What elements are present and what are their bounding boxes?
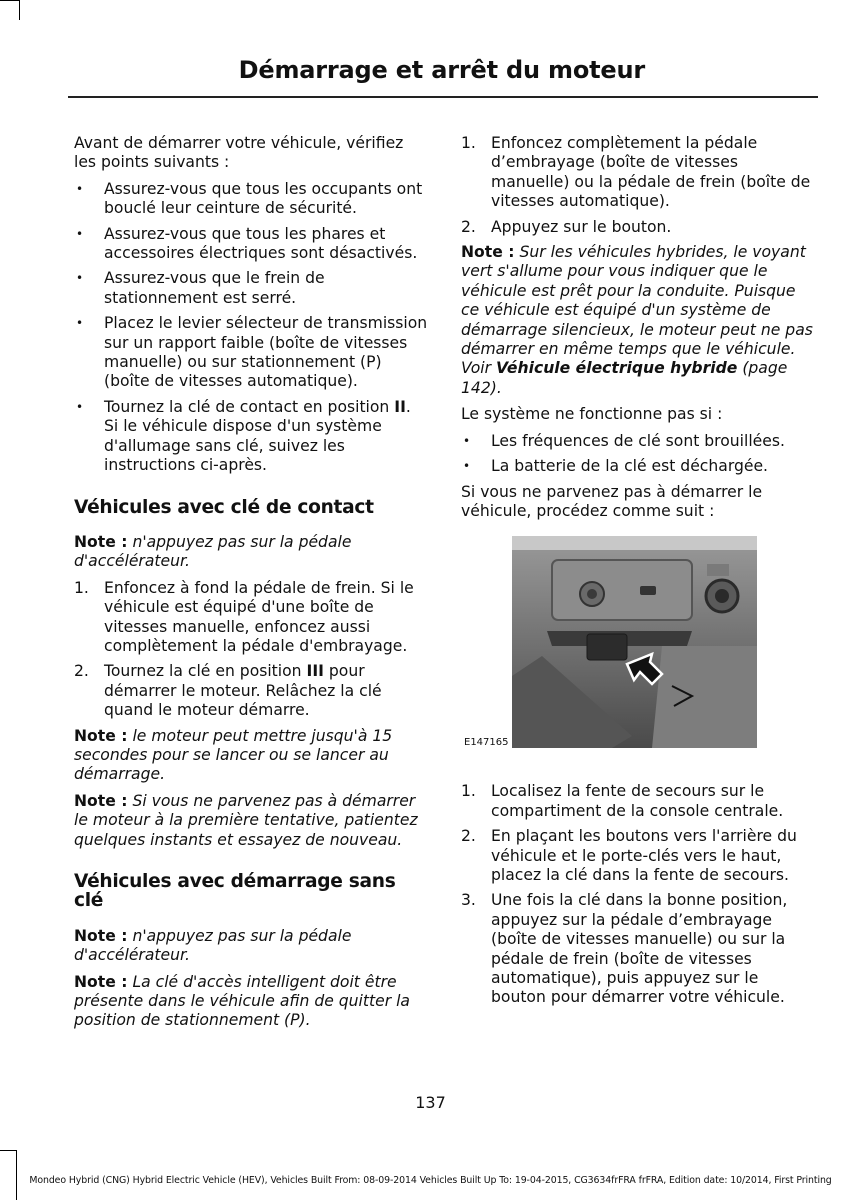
step-item: 1. Localisez la fente de secours sur le compartiment de la console centrale. <box>461 782 784 820</box>
paragraph: Le système ne fonctionne pas si : <box>461 405 723 424</box>
note: Note : le moteur peut mettre jusqu'à 15 secondes pour se lancer ou se lancer au démarrage. <box>74 726 393 784</box>
note: Note : n'appuyez pas sur la pédale d'accélérateur. <box>74 926 352 965</box>
console-illustration <box>512 536 757 748</box>
note: Note : Sur les véhicules hybrides, le voyant vert s'allume pour vous indiquer que le véhicule est prêt pour la conduite. Puisque ce véhicule est équipé d'un système de démarrage silencieux, le moteur peut ne pas démarrer en même temps que le véhicule. Voir Véhicule électrique hybride (page 142). <box>461 243 813 397</box>
crop-mark <box>0 1150 16 1151</box>
step-item: 1. Enfoncez complètement la pédale d’embrayage (boîte de vitesses manuelle) ou la pédale de frein (boîte de vitesses automatique). <box>461 134 811 211</box>
header-rule <box>68 96 818 98</box>
left-column <box>74 134 428 1038</box>
cross-reference-link[interactable]: Véhicule électrique hybride <box>496 359 738 378</box>
list-item: • Assurez-vous que le frein de stationnement est serré. <box>76 269 325 307</box>
step-item: 1. Enfoncez à fond la pédale de frein. Si le véhicule est équipé d'une boîte de vitesses manuelle, enfoncez aussi complètement la pédale d'embrayage. <box>74 578 414 655</box>
page-number: 137 <box>415 1093 446 1112</box>
list-item: • Les fréquences de clé sont brouillées. <box>463 431 785 450</box>
intro-paragraph: Avant de démarrer votre véhicule, vérifiez les points suivants : <box>74 134 404 172</box>
figure-label: E147165 <box>464 736 509 748</box>
list-item: • Placez le levier sélecteur de transmission sur un rapport faible (boîte de vitesses manuelle) ou sur stationnement (P) (boîte de vitesses automatique). <box>76 314 428 391</box>
figure <box>461 536 817 752</box>
step-item: 2. Tournez la clé en position III pour démarrer le moteur. Relâchez la clé quand le moteur démarre. <box>74 662 382 720</box>
bullet-icon: • <box>76 316 84 331</box>
step-item: 2. Appuyez sur le bouton. <box>461 217 672 236</box>
console-photo <box>512 536 757 748</box>
note: Note : Si vous ne parvenez pas à démarrer le moteur à la première tentative, patientez quelques instants et essayez de nouveau. <box>74 791 418 849</box>
page-title: Démarrage et arrêt du moteur <box>238 56 645 84</box>
bullet-icon: • <box>76 226 84 241</box>
bullet-icon: • <box>76 181 84 196</box>
list-item: • Assurez-vous que tous les phares et accessoires électriques sont désactivés. <box>76 224 418 263</box>
step-item: 2. En plaçant les boutons vers l'arrière du véhicule et le porte-clés vers le haut, placez la clé dans la fente de secours. <box>461 827 797 884</box>
bullet-icon: • <box>76 271 84 286</box>
section-heading: Véhicules avec clé de contact <box>74 496 374 518</box>
crop-mark <box>19 0 20 20</box>
crop-mark <box>0 0 20 1</box>
paragraph: Si vous ne parvenez pas à démarrer le véhicule, procédez comme suit : <box>461 482 763 520</box>
right-column <box>461 134 817 1014</box>
note: Note : La clé d'accès intelligent doit être présente dans le véhicule afin de quitter la position de stationnement (P). <box>74 972 410 1030</box>
list-item: • Tournez la clé de contact en position II. Si le véhicule dispose d'un système d'allumage sans clé, suivez les instructions ci-après. <box>76 397 411 475</box>
note: Note : n'appuyez pas sur la pédale d'accélérateur. <box>74 532 352 571</box>
list-item: • La batterie de la clé est déchargée. <box>463 457 768 476</box>
section-heading: Véhicules avec démarrage sans clé <box>74 871 396 912</box>
bullet-icon: • <box>463 433 471 448</box>
list-item: • Assurez-vous que tous les occupants ont bouclé leur ceinture de sécurité. <box>76 179 423 218</box>
step-item: 3. Une fois la clé dans la bonne position, appuyez sur la pédale d’embrayage (boîte de vitesses manuelle) ou sur la pédale de frein (boîte de vitesses automatique), puis appuyez sur le bouton pour démarrer votre véhicule. <box>461 891 788 1007</box>
bullet-icon: • <box>463 459 471 474</box>
bullet-icon: • <box>76 399 84 414</box>
footer-text: Mondeo Hybrid (CNG) Hybrid Electric Vehicle (HEV), Vehicles Built From: 08-09-2014 Vehicles Built Up To: 19-04-2015, CG3634frFRA frFRA, Edition date: 10/2014, First Printing <box>29 1175 832 1186</box>
